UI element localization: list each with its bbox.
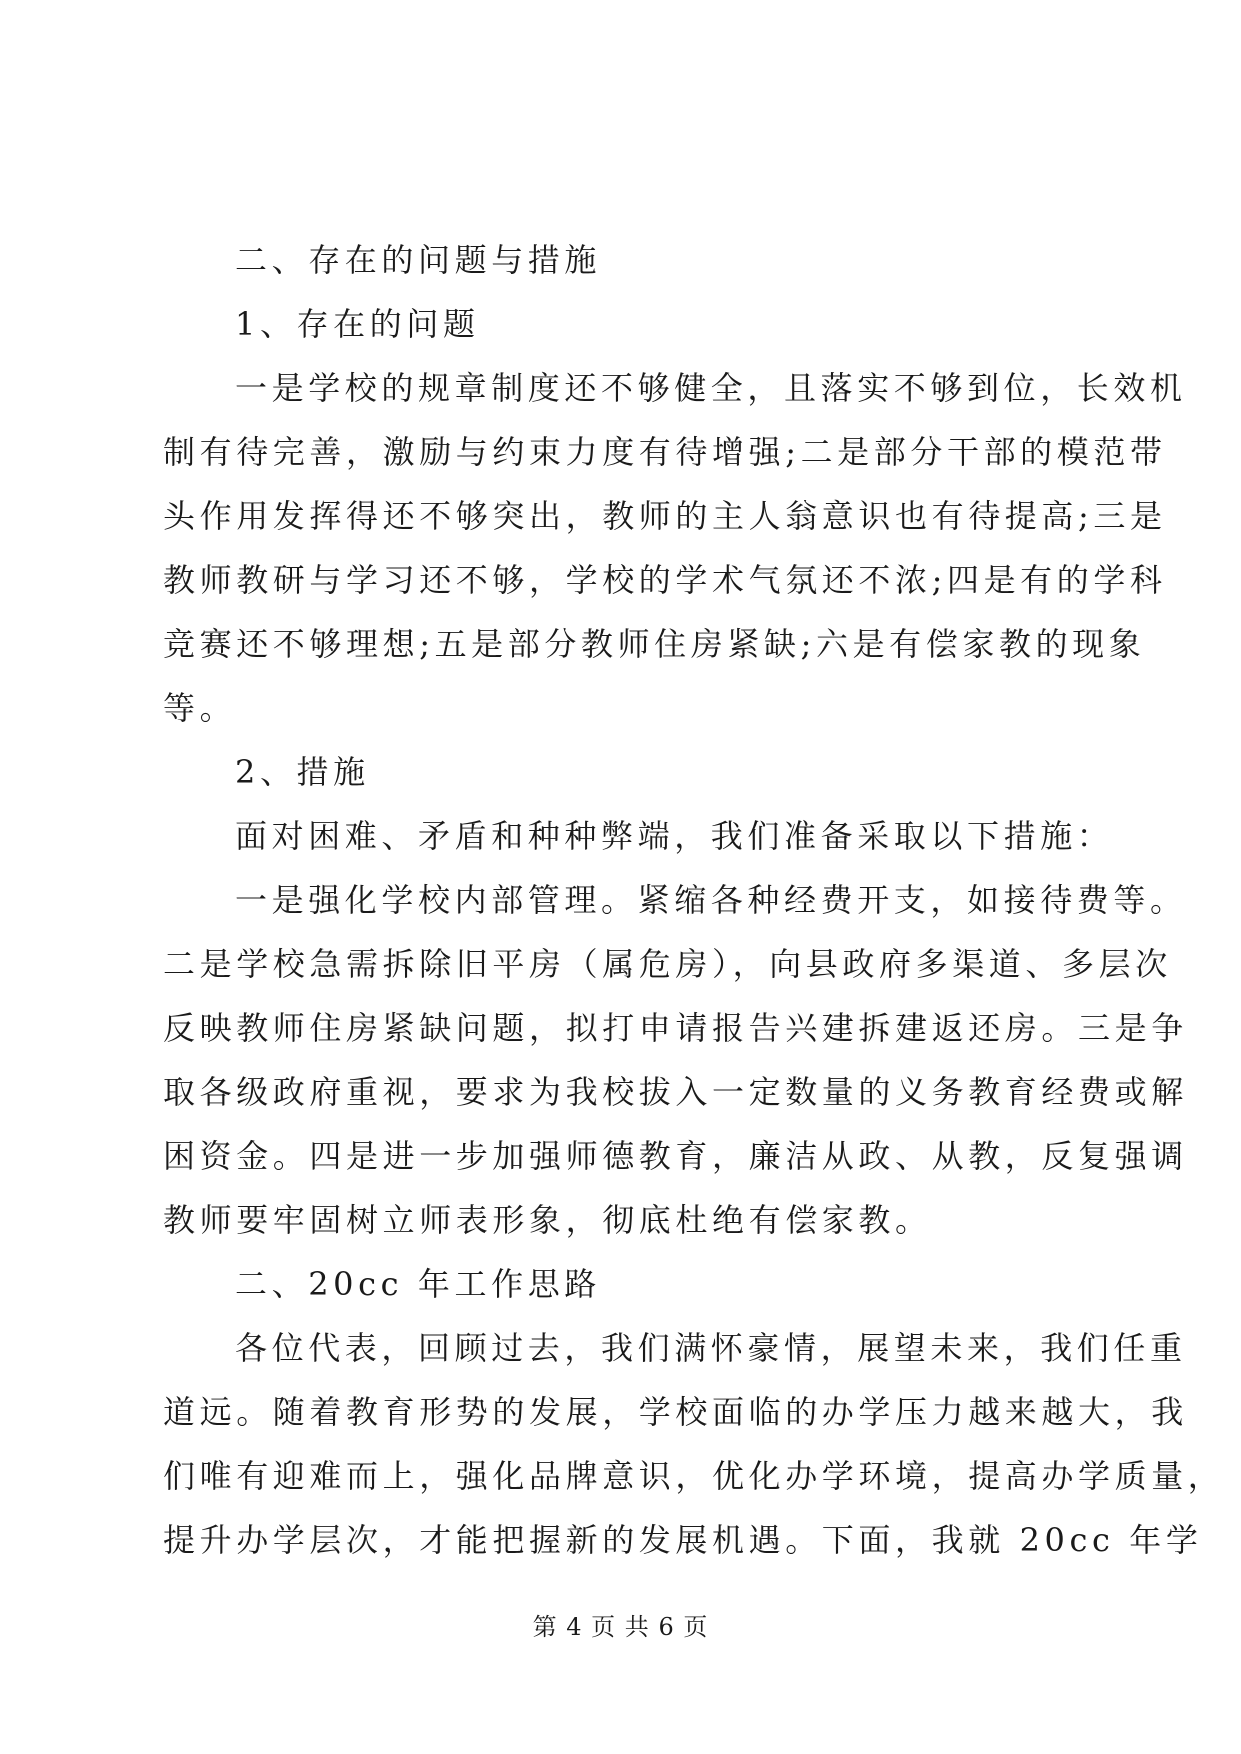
paragraph-line: 教师教研与学习还不够，学校的学术气氛还不浓;四是有的学科 <box>163 561 1167 599</box>
paragraph-line: 反映教师住房紧缺问题，拟打申请报告兴建拆建返还房。三是争 <box>163 1009 1188 1047</box>
measures-paragraph <box>163 868 1188 1252</box>
page-footer <box>0 1612 1241 1642</box>
subheading-measures: 2、措施 <box>235 753 370 791</box>
paragraph-line: 一是学校的规章制度还不够健全，且落实不够到位，长效机 <box>235 369 1187 407</box>
measures-intro: 面对困难、矛盾和种种弊端，我们准备采取以下措施： <box>235 817 1114 855</box>
paragraph-line: 各位代表，回顾过去，我们满怀豪情，展望未来，我们任重 <box>235 1329 1187 1367</box>
paragraph-line: 头作用发挥得还不够突出，教师的主人翁意识也有待提高;三是 <box>163 497 1167 535</box>
paragraph-line: 们唯有迎难而上，强化品牌意识，优化办学环境，提高办学质量， <box>163 1457 1225 1495</box>
plan-paragraph <box>163 1316 1225 1572</box>
paragraph-line: 取各级政府重视，要求为我校拔入一定数量的义务教育经费或解 <box>163 1073 1188 1111</box>
paragraph-line: 竞赛还不够理想;五是部分教师住房紧缺;六是有偿家教的现象 <box>163 625 1146 663</box>
section-heading-problems: 二、存在的问题与措施 <box>235 241 602 279</box>
paragraph-line: 制有待完善，激励与约束力度有待增强;二是部分干部的模范带 <box>163 433 1167 471</box>
section-heading-plan: 二、20cc 年工作思路 <box>235 1265 601 1303</box>
paragraph-line: 一是强化学校内部管理。紧缩各种经费开支，如接待费等。 <box>235 881 1187 919</box>
paragraph-line: 道远。随着教育形势的发展，学校面临的办学压力越来越大，我 <box>163 1393 1188 1431</box>
paragraph-line: 教师要牢固树立师表形象，彻底杜绝有偿家教。 <box>163 1201 932 1239</box>
paragraph-line: 等。 <box>163 689 237 727</box>
page-indicator: 第 4 页 共 6 页 <box>532 1613 709 1641</box>
paragraph-line: 提升办学层次，才能把握新的发展机遇。下面，我就 20cc 年学 <box>163 1521 1203 1559</box>
paragraph-line: 二是学校急需拆除旧平房（属危房），向县政府多渠道、多层次 <box>163 945 1172 983</box>
subheading-problems: 1、存在的问题 <box>235 305 480 343</box>
paragraph-line: 困资金。四是进一步加强师德教育，廉洁从政、从教，反复强调 <box>163 1137 1188 1175</box>
document-body <box>163 228 1225 1572</box>
problems-paragraph <box>163 356 1187 740</box>
